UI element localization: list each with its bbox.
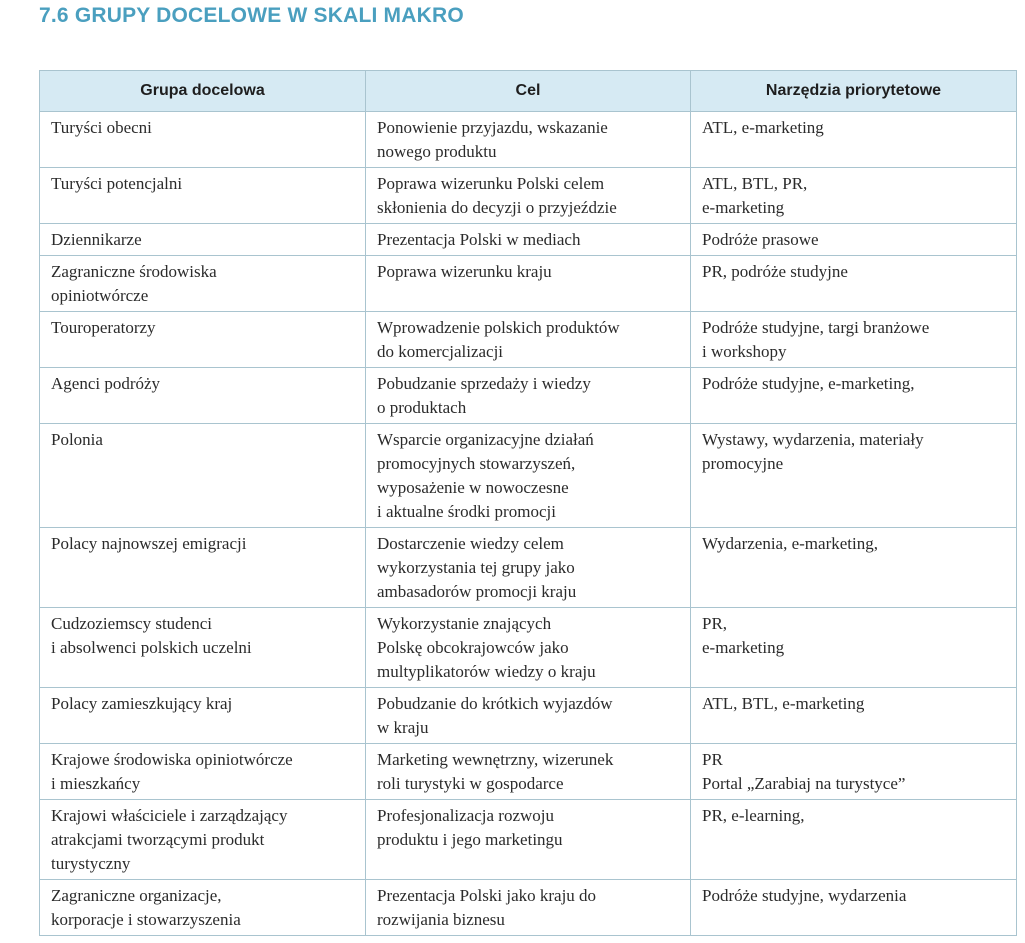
table-row bbox=[40, 880, 1017, 936]
cell-goal bbox=[366, 744, 691, 800]
cell-goal bbox=[366, 424, 691, 528]
table-row bbox=[40, 368, 1017, 424]
target-group-text: Touroperatorzy bbox=[51, 318, 156, 337]
cell-goal bbox=[366, 168, 691, 224]
goal-text: Dostarczenie wiedzy celem wykorzystania tej grupy jako ambasadorów promocji kraju bbox=[377, 534, 577, 601]
goal-text: Prezentacja Polski jako kraju do rozwijania biznesu bbox=[377, 886, 597, 929]
section-title: 7.6 GRUPY DOCELOWE W SKALI MAKRO bbox=[39, 4, 464, 27]
cell-target-group bbox=[40, 256, 366, 312]
table-row bbox=[40, 744, 1017, 800]
cell-target-group bbox=[40, 880, 366, 936]
cell-priority-tools bbox=[691, 224, 1017, 256]
priority-tools-text: Podróże studyjne, wydarzenia bbox=[702, 886, 907, 905]
cell-priority-tools bbox=[691, 800, 1017, 880]
cell-goal bbox=[366, 800, 691, 880]
cell-target-group bbox=[40, 800, 366, 880]
priority-tools-text: PR Portal „Zarabiaj na turystyce” bbox=[702, 750, 906, 793]
table-row bbox=[40, 168, 1017, 224]
header-goal: Cel bbox=[366, 71, 691, 112]
goal-text: Pobudzanie sprzedaży i wiedzy o produktach bbox=[377, 374, 591, 417]
priority-tools-text: ATL, BTL, e-marketing bbox=[702, 694, 865, 713]
goal-text: Prezentacja Polski w mediach bbox=[377, 230, 581, 249]
cell-goal bbox=[366, 688, 691, 744]
cell-goal bbox=[366, 224, 691, 256]
cell-goal bbox=[366, 256, 691, 312]
priority-tools-text: Podróże studyjne, e-marketing, bbox=[702, 374, 915, 393]
table-row bbox=[40, 608, 1017, 688]
priority-tools-text: ATL, e-marketing bbox=[702, 118, 824, 137]
goal-text: Poprawa wizerunku kraju bbox=[377, 262, 552, 281]
cell-priority-tools bbox=[691, 608, 1017, 688]
table-row bbox=[40, 424, 1017, 528]
target-group-text: Turyści potencjalni bbox=[51, 174, 183, 193]
cell-target-group bbox=[40, 608, 366, 688]
table-row bbox=[40, 688, 1017, 744]
table-row bbox=[40, 528, 1017, 608]
table-row bbox=[40, 256, 1017, 312]
cell-goal bbox=[366, 112, 691, 168]
cell-target-group bbox=[40, 744, 366, 800]
cell-target-group bbox=[40, 312, 366, 368]
cell-target-group bbox=[40, 368, 366, 424]
cell-priority-tools bbox=[691, 368, 1017, 424]
goal-text: Pobudzanie do krótkich wyjazdów w kraju bbox=[377, 694, 613, 737]
cell-priority-tools bbox=[691, 168, 1017, 224]
cell-target-group bbox=[40, 168, 366, 224]
cell-goal bbox=[366, 880, 691, 936]
priority-tools-text: Podróże prasowe bbox=[702, 230, 819, 249]
target-group-text: Polacy zamieszkujący kraj bbox=[51, 694, 233, 713]
header-target-group: Grupa docelowa bbox=[40, 71, 366, 112]
header-priority-tools: Narzędzia priorytetowe bbox=[691, 71, 1017, 112]
goal-text: Poprawa wizerunku Polski celem skłonienia do decyzji o przyjeździe bbox=[377, 174, 617, 217]
target-group-text: Polacy najnowszej emigracji bbox=[51, 534, 247, 553]
table-header-row bbox=[40, 71, 1017, 112]
priority-tools-text: ATL, BTL, PR, e-marketing bbox=[702, 174, 808, 217]
priority-tools-text: Podróże studyjne, targi branżowe i workshopy bbox=[702, 318, 930, 361]
table-row bbox=[40, 224, 1017, 256]
cell-target-group bbox=[40, 424, 366, 528]
cell-priority-tools bbox=[691, 112, 1017, 168]
target-group-text: Zagraniczne organizacje, korporacje i stowarzyszenia bbox=[51, 886, 241, 929]
cell-priority-tools bbox=[691, 744, 1017, 800]
target-group-text: Polonia bbox=[51, 430, 103, 449]
cell-target-group bbox=[40, 224, 366, 256]
cell-priority-tools bbox=[691, 256, 1017, 312]
cell-goal bbox=[366, 368, 691, 424]
priority-tools-text: PR, e-marketing bbox=[702, 614, 785, 657]
target-group-text: Zagraniczne środowiska opiniotwórcze bbox=[51, 262, 217, 305]
goal-text: Wsparcie organizacyjne działań promocyjnych stowarzyszeń, wyposażenie w nowoczesne i aktualne środki promocji bbox=[377, 430, 594, 521]
priority-tools-text: Wystawy, wydarzenia, materiały promocyjne bbox=[702, 430, 924, 473]
cell-priority-tools bbox=[691, 424, 1017, 528]
cell-target-group bbox=[40, 528, 366, 608]
goal-text: Ponowienie przyjazdu, wskazanie nowego produktu bbox=[377, 118, 608, 161]
priority-tools-text: Wydarzenia, e-marketing, bbox=[702, 534, 878, 553]
cell-priority-tools bbox=[691, 688, 1017, 744]
target-group-text: Dziennikarze bbox=[51, 230, 142, 249]
goal-text: Profesjonalizacja rozwoju produktu i jego marketingu bbox=[377, 806, 563, 849]
cell-priority-tools bbox=[691, 312, 1017, 368]
priority-tools-text: PR, podróże studyjne bbox=[702, 262, 848, 281]
cell-goal bbox=[366, 528, 691, 608]
table-row bbox=[40, 312, 1017, 368]
goal-text: Wprowadzenie polskich produktów do komercjalizacji bbox=[377, 318, 620, 361]
table-row bbox=[40, 800, 1017, 880]
target-group-text: Turyści obecni bbox=[51, 118, 152, 137]
goal-text: Marketing wewnętrzny, wizerunek roli turystyki w gospodarce bbox=[377, 750, 614, 793]
table-row bbox=[40, 112, 1017, 168]
target-group-text: Agenci podróży bbox=[51, 374, 161, 393]
cell-goal bbox=[366, 608, 691, 688]
target-group-text: Krajowi właściciele i zarządzający atrakcjami tworzącymi produkt turystyczny bbox=[51, 806, 288, 873]
cell-target-group bbox=[40, 112, 366, 168]
target-group-text: Cudzoziemscy studenci i absolwenci polskich uczelni bbox=[51, 614, 252, 657]
target-group-text: Krajowe środowiska opiniotwórcze i mieszkańcy bbox=[51, 750, 293, 793]
target-groups-table bbox=[39, 70, 1017, 936]
cell-goal bbox=[366, 312, 691, 368]
cell-priority-tools bbox=[691, 528, 1017, 608]
goal-text: Wykorzystanie znających Polskę obcokrajowców jako multyplikatorów wiedzy o kraju bbox=[377, 614, 596, 681]
priority-tools-text: PR, e-learning, bbox=[702, 806, 805, 825]
cell-priority-tools bbox=[691, 880, 1017, 936]
cell-target-group bbox=[40, 688, 366, 744]
